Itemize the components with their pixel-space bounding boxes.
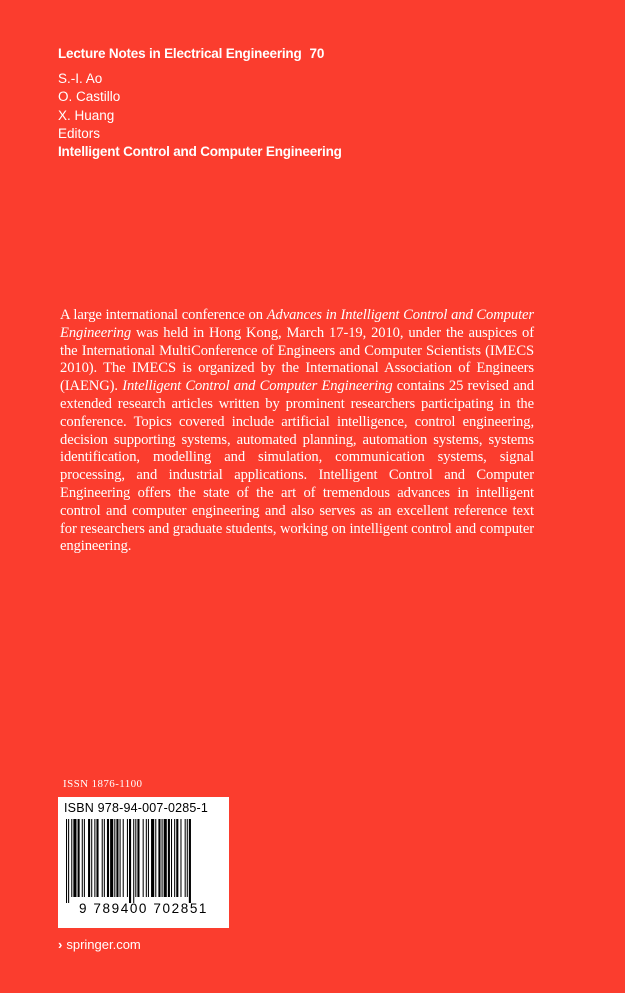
blurb-text: was held in Hong Kong, March 17-19, 2010, under the auspices of the International MultiConference of Engineers and Computer Scientists (IMECS 2010). The IMECS is organized by the International Association of Engineers (IAENG). [60, 324, 534, 395]
barcode-digits: 9 789400 702851 [78, 901, 209, 916]
barcode-bar [148, 819, 149, 897]
barcode-bar [123, 819, 124, 897]
barcode-bar [68, 819, 69, 903]
barcode-bar [84, 819, 85, 897]
barcode-bar [187, 819, 188, 897]
series-volume: 70 [309, 46, 325, 61]
barcode-bar [102, 819, 103, 897]
blurb-text: A large international conference on [60, 307, 267, 323]
barcode-bar [171, 819, 172, 897]
barcode-bar [151, 819, 154, 897]
barcode-bar [146, 819, 147, 897]
barcode-bar [164, 819, 167, 897]
barcode-bar [78, 819, 80, 897]
barcode-bar [180, 819, 181, 897]
barcode-bar [88, 819, 90, 897]
barcode-bar [66, 819, 67, 903]
publisher-link[interactable] [58, 937, 141, 952]
chevron-right-icon: › [58, 937, 63, 952]
barcode-bar [162, 819, 163, 897]
back-cover-blurb [60, 307, 534, 556]
barcode-bar [189, 819, 191, 903]
editor-name: O. Castillo [58, 89, 121, 105]
barcode-bar [135, 819, 136, 897]
barcode-bar [91, 819, 92, 897]
barcode-bar [107, 819, 109, 897]
barcode-bar [73, 819, 76, 897]
barcode-bar [143, 819, 144, 897]
issn-label: ISSN 1876-1100 [63, 778, 143, 790]
barcode-bar [94, 819, 95, 897]
barcode-bar [168, 819, 170, 897]
barcode-bar [174, 819, 175, 897]
barcode-bar [133, 819, 134, 903]
blurb-italic-title: Intelligent Control and Computer Engineering [122, 378, 393, 395]
barcode-bar [114, 819, 115, 897]
series-title: Lecture Notes in Electrical Engineering [58, 46, 302, 61]
barcode-bar [137, 819, 139, 897]
barcode-bar [104, 819, 105, 897]
isbn-barcode [58, 797, 229, 928]
series-line [58, 46, 324, 61]
isbn-label: ISBN 978-94-007-0285-1 [64, 801, 209, 815]
barcode-bars [66, 819, 221, 903]
blurb-text: contains 25 revised and extended research articles written by prominent researchers participating in the conference. Topics covered include artificial intelligence, control engineering, decision supporting systems, automated planning, automation systems, systems identification, modelling and simulation, communication systems, signal processing, and industrial applications. Intelligent Control and Computer Engineering offers the state of the art of tremendous advances in intelligent control and computer engineering and also serves as an excellent reference text for researchers and graduate students, working on intelligent control and computer engineering. [60, 378, 534, 555]
publisher-url: springer.com [66, 937, 141, 952]
barcode-bar [120, 819, 121, 897]
barcode-bar [116, 819, 118, 897]
barcode-bar [158, 819, 160, 897]
barcode-bar [127, 819, 128, 897]
book-title: Intelligent Control and Computer Engineering [58, 144, 342, 160]
editor-name: X. Huang [58, 107, 115, 123]
blurb-italic-title: Advances in Intelligent Control and Computer Engineering [60, 307, 534, 341]
barcode-bar [185, 819, 186, 897]
barcode-bar [176, 819, 178, 897]
barcode-bar [129, 819, 131, 903]
barcode-bar [96, 819, 98, 897]
barcode-bar [110, 819, 113, 897]
editor-name: S.-I. Ao [58, 71, 103, 86]
barcode-bar [155, 819, 156, 897]
editors-block [58, 70, 342, 161]
barcode-bar [82, 819, 83, 897]
editors-label: Editors [58, 125, 101, 141]
barcode-bar [71, 819, 72, 897]
